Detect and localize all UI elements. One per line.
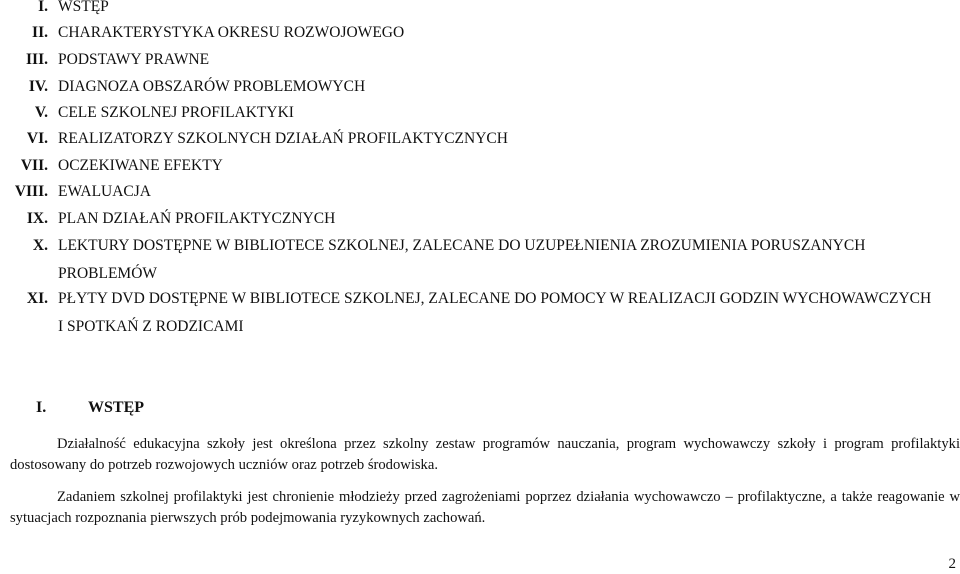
section-number: I. — [36, 399, 47, 416]
toc-item-text: EWALUACJA — [58, 183, 151, 200]
toc-item-number: VIII. — [14, 183, 48, 200]
toc-item-number: IV. — [28, 78, 48, 95]
section-heading — [36, 395, 144, 421]
toc-item-text: PODSTAWY PRAWNE — [58, 51, 210, 68]
toc-item — [0, 153, 960, 179]
toc-item — [0, 206, 960, 232]
paragraph: Zadaniem szkolnej profilaktyki jest chronienie młodzieży przed zagrożeniami poprzez działania wychowawczo – profilaktyczne, a także reagowanie w sytuacjach rozpoznania pierwszych prób podejmowania ryzykownych zachowań. — [10, 489, 960, 526]
toc-item — [0, 233, 960, 289]
toc-item-text: REALIZATORZY SZKOLNYCH DZIAŁAŃ PROFILAKTYCZNYCH — [58, 130, 508, 147]
toc-item-number: XI. — [26, 290, 48, 307]
toc-item-text: PŁYTY DVD DOSTĘPNE W BIBLIOTECE SZKOLNEJ, ZALECANE DO POMOCY W REALIZACJI GODZIN WYCHOWAWCZYCH I SPOTKAŃ Z RODZICAMI — [58, 290, 932, 335]
toc-item-text: WSTĘP — [58, 0, 109, 15]
toc-item — [0, 20, 960, 46]
toc-item-text: DIAGNOZA OBSZARÓW PROBLEMOWYCH — [58, 78, 366, 95]
page-number: 2 — [948, 556, 956, 572]
toc-item-number: III. — [26, 51, 48, 68]
paragraph: Działalność edukacyjna szkoły jest określona przez szkolny zestaw programów nauczania, program wychowawczy szkoły i program profilaktyki dostosowany do potrzeb rozwojowych uczniów oraz potrzeb środowiska. — [10, 436, 960, 473]
toc-item — [0, 47, 960, 73]
toc-item-number: II. — [32, 24, 48, 41]
toc-item-text: CHARAKTERYSTYKA OKRESU ROZWOJOWEGO — [58, 24, 405, 41]
toc-item-text: LEKTURY DOSTĘPNE W BIBLIOTECE SZKOLNEJ, ZALECANE DO UZUPEŁNIENIA ZROZUMIENIA PORUSZANYCH PROBLEMÓW — [58, 237, 866, 282]
toc-item — [0, 74, 960, 100]
toc-item-number: IX. — [26, 210, 48, 227]
toc-item-number: X. — [32, 237, 48, 254]
section-title: WSTĘP — [88, 399, 145, 416]
toc-item-text: PLAN DZIAŁAŃ PROFILAKTYCZNYCH — [58, 210, 336, 227]
toc-item-number: VI. — [26, 130, 48, 147]
toc-item — [0, 0, 960, 20]
toc-item — [0, 100, 960, 126]
toc-item — [0, 126, 960, 152]
toc-item-number: V. — [34, 104, 48, 121]
toc-item-text: CELE SZKOLNEJ PROFILAKTYKI — [58, 104, 294, 121]
toc-item-number: I. — [38, 0, 48, 15]
toc-item — [0, 179, 960, 205]
toc-item — [0, 286, 960, 342]
toc-item-text: OCZEKIWANE EFEKTY — [58, 157, 223, 174]
toc-item-number: VII. — [20, 157, 48, 174]
